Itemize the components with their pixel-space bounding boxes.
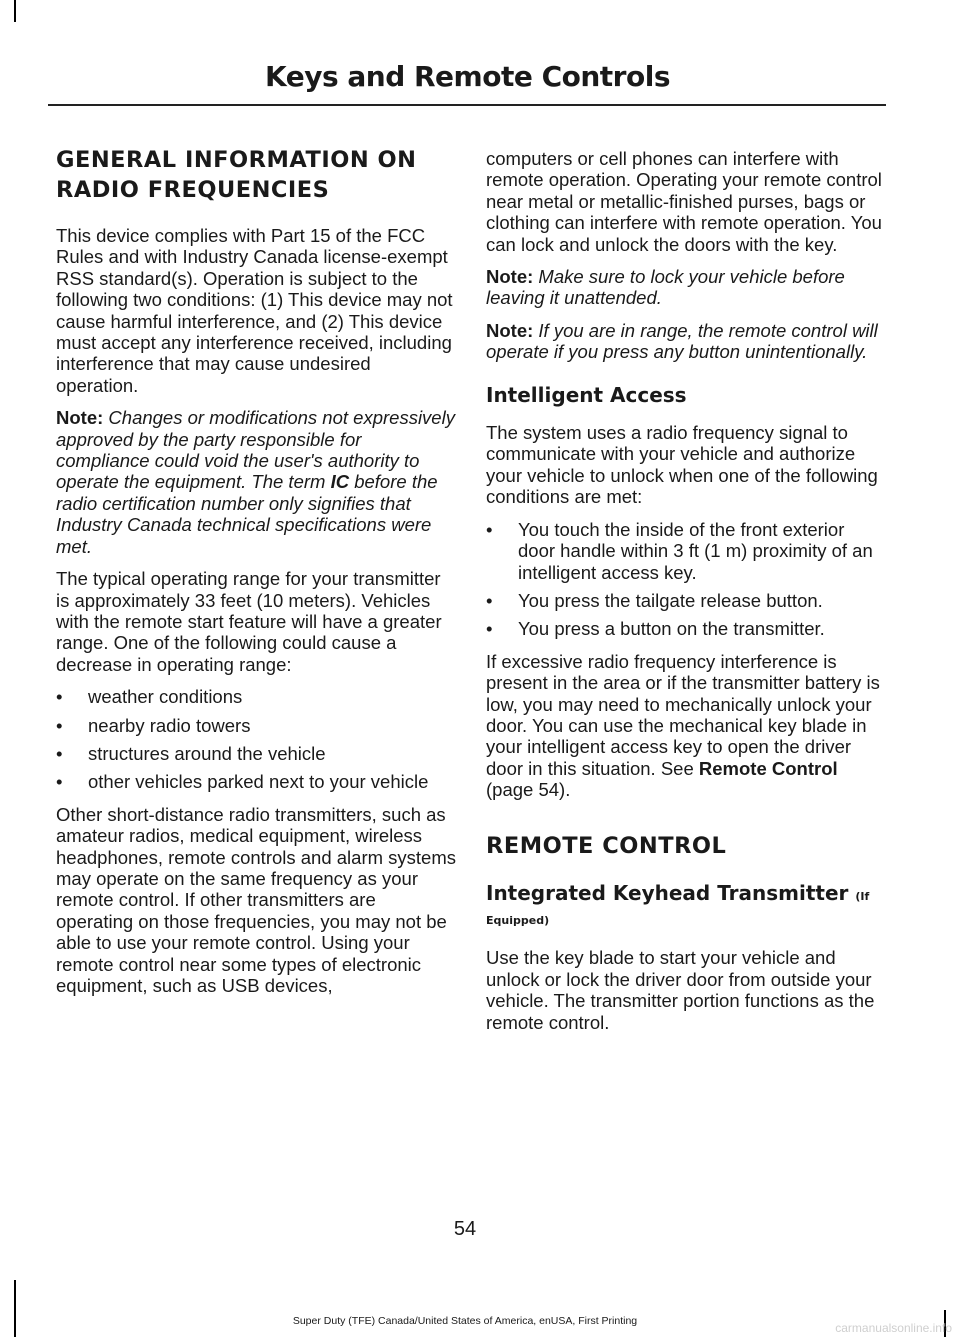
note-label: Note: <box>486 266 534 288</box>
page-reference: (page 54). <box>486 779 571 801</box>
compliance-paragraph: This device complies with Part 15 of the FCC Rules and with Industry Canada license-exempt RSS standard(s). Operation is subject to the following two conditions: (1) This device may not cause harmful interference, and (2) This device must accept any interference received, including interference that may cause undesired operation. <box>56 225 453 396</box>
list-item: • other vehicles parked next to your vehicle <box>56 771 456 792</box>
remote-control-link[interactable]: Remote Control <box>698 757 838 779</box>
keyhead-paragraph: Use the key blade to start your vehicle and unlock or lock the driver door from outside your vehicle. The transmitter portion functions as the remote control. <box>486 947 875 1033</box>
integrated-keyhead-heading <box>486 880 886 932</box>
heading-line-1: GENERAL INFORMATION ON <box>56 147 417 173</box>
operating-range-paragraph: The typical operating range for your transmitter is approximately 33 feet (10 meters). Vehicles with the remote start feature will have a greater range. One of the following could cause a decrease in operating range: <box>56 568 442 675</box>
interference-paragraph <box>486 651 886 801</box>
if-equipped-label: (If Equipped) <box>486 889 870 927</box>
remote-control-heading: REMOTE CONTROL <box>486 832 727 859</box>
heading-line-2: RADIO FREQUENCIES <box>56 177 330 203</box>
list-item: • structures around the vehicle <box>56 743 456 764</box>
ikt-heading-text: Integrated Keyhead Transmitter <box>486 880 849 905</box>
header-divider <box>48 104 886 106</box>
range-factors-list <box>56 686 456 793</box>
intelligent-access-paragraph: The system uses a radio frequency signal to communicate with your vehicle and authorize your vehicle to unlock when one of the following conditions are met: <box>486 422 878 508</box>
note-ic-term: IC <box>330 471 350 493</box>
note-label: Note: <box>56 407 104 429</box>
note-label: Note: <box>486 319 534 341</box>
note-modifications <box>56 407 456 557</box>
list-item: • You press the tailgate release button. <box>486 590 886 611</box>
right-column <box>486 148 886 1044</box>
note-text-a: Changes or modifications not expressively approved by the party responsible for compliance could void the user's authority to operate the equipment. The term <box>56 407 455 493</box>
interference-text: If excessive radio frequency interference is present in the area or if the transmitter battery is low, you may need to mechanically unlock your door. You can use the mechanical key blade in your intelligent access key to open the driver door in this situation. See <box>486 650 880 779</box>
list-item: • nearby radio towers <box>56 715 456 736</box>
unlock-conditions-list <box>486 519 886 640</box>
note-in-range <box>486 320 886 363</box>
list-item: • weather conditions <box>56 686 456 707</box>
other-transmitters-paragraph: Other short-distance radio transmitters, such as amateur radios, medical equipment, wireless headphones, remote controls and alarm systems may operate on the same frequency as your remote control. If other transmitters are operating on those frequencies, you may not be able to use your remote control. Using your remote control near some types of electronic equipment, such as USB devices, <box>56 803 457 996</box>
publication-footer: Super Duty (TFE) Canada/United States of America, enUSA, First Printing <box>292 1315 638 1327</box>
page-number: 54 <box>453 1218 477 1240</box>
list-item: • You press a button on the transmitter. <box>486 618 886 639</box>
note-lock-vehicle <box>486 266 886 309</box>
note-text-b: before the radio certification number only signifies that Industry Canada technical specifications were met. <box>56 471 438 557</box>
continued-paragraph: computers or cell phones can interfere with remote operation. Operating your remote control near metal or metallic-finished purses, bags or clothing can interfere with remote operation. You can lock and unlock the doors with the key. <box>486 148 882 255</box>
watermark: carmanualsonline.info <box>835 1321 952 1335</box>
crop-mark-top-left <box>14 0 16 22</box>
left-column <box>56 145 456 1007</box>
section-heading-radio-frequencies <box>56 145 456 205</box>
note-text: Make sure to lock your vehicle before leaving it unattended. <box>486 266 845 309</box>
intelligent-access-heading: Intelligent Access <box>486 382 687 407</box>
page-header-title: Keys and Remote Controls <box>265 60 670 93</box>
list-item: • You touch the inside of the front exterior door handle within 3 ft (1 m) proximity of an intelligent access key. <box>486 519 886 583</box>
note-text: If you are in range, the remote control will operate if you press any button unintentionally. <box>486 319 878 363</box>
crop-mark-bottom-left <box>14 1280 16 1337</box>
